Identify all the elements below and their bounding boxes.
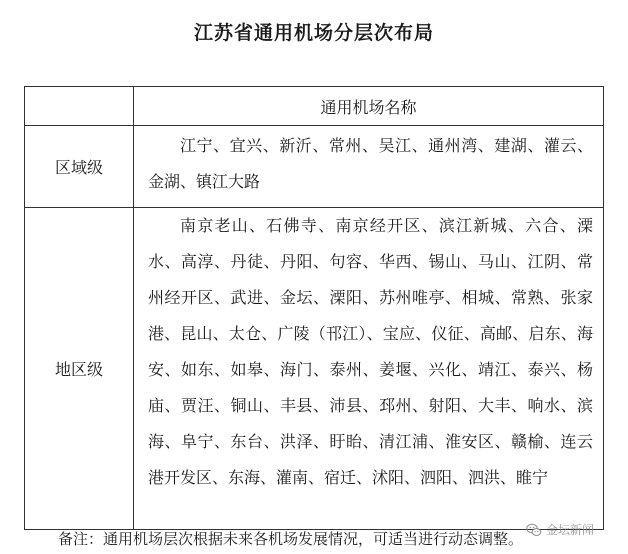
- watermark-text: 金坛新闻: [545, 523, 594, 537]
- airport-list: 江宁、宜兴、新沂、常州、吴江、通州湾、建湖、灌云、金湖、镇江大路: [148, 136, 593, 191]
- footnote: 备注：通用机场层次根据未来各机场发展情况，可适当进行动态调整。: [58, 530, 524, 548]
- level-cell: 区域级: [25, 126, 134, 208]
- level-cell: 地区级: [25, 208, 134, 530]
- airport-layout-table: [24, 86, 604, 530]
- column-header: 通用机场名称: [134, 87, 604, 126]
- airports-cell: [134, 208, 604, 530]
- watermark: [526, 521, 594, 538]
- table-row: [25, 126, 604, 208]
- airports-cell: [134, 126, 604, 208]
- airport-list: 南京老山、石佛寺、南京经开区、滨江新城、六合、溧水、高淳、丹徒、丹阳、句容、华西、锡山、马山、江阴、常州经开区、武进、金坛、溧阳、苏州唯亭、相城、常熟、张家港、昆山、太仓、广陵（邗江）、宝应、仪征、高邮、启东、海安、如东、如皋、海门、泰州、姜堰、兴化、靖江、泰兴、杨庙、贾汪、铜山、丰县、沛县、邳州、射阳、大丰、响水、滨海、阜宁、东台、洪泽、盱眙、清江浦、淮安区、赣榆、连云港开发区、东海、灌南、宿迁、沭阳、泗阳、泗洪、睢宁: [148, 216, 593, 487]
- header-blank-cell: [25, 87, 134, 126]
- table-header-row: [25, 87, 604, 126]
- wechat-icon: [526, 522, 542, 538]
- page-title: 江苏省通用机场分层次布局: [193, 22, 434, 44]
- table-row: [25, 208, 604, 530]
